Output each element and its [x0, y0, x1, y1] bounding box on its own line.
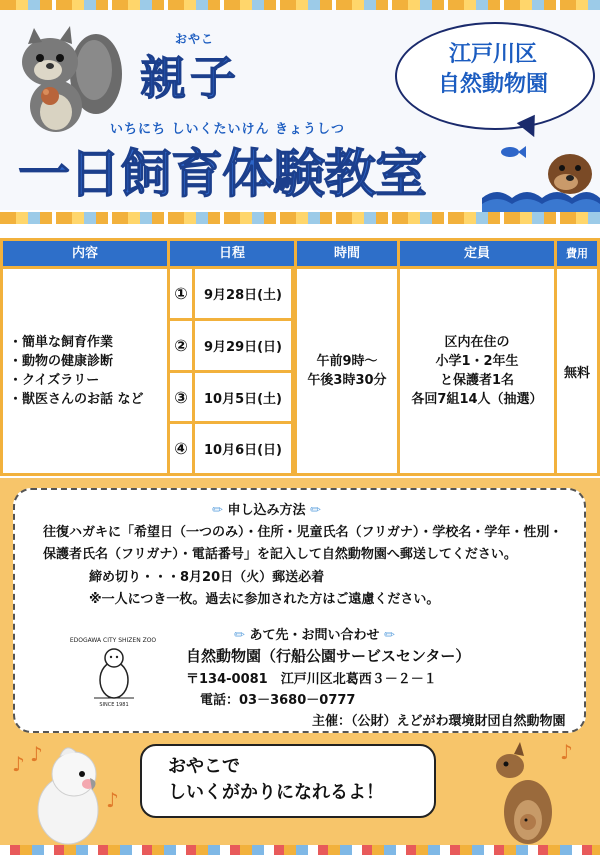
zoo-name-text: [395, 40, 591, 100]
capacity-cell: [400, 269, 554, 473]
pencil-icon: ✏: [234, 628, 245, 643]
contact-phone: 電話：03－3680－0777: [200, 693, 356, 708]
bottom-stripe: [0, 845, 600, 855]
squirrel-illustration: [14, 22, 124, 134]
application-line2: 保護者氏名（フリガナ）・電話番号」を記入して自然動物園へ郵送してください。: [43, 547, 517, 562]
music-note-icon: ♪: [12, 752, 25, 776]
header-fee: 費用: [557, 241, 597, 266]
title-ruby-oyako: おやこ: [175, 32, 215, 46]
fish-icon: [500, 145, 526, 159]
time-end: 午後3時30分: [307, 373, 387, 388]
content-item: ・簡単な飼育作業: [9, 335, 114, 350]
capacity-line: 各回7組14人（抽選）: [411, 392, 543, 407]
application-line1: 往復ハガキに「希望日（一つのみ）・住所・児童氏名（フリガナ）・学校名・学年・性別・: [43, 525, 563, 540]
capacity-line: と保護者1名: [439, 373, 515, 388]
content-item: ・獣医さんのお話 など: [9, 392, 144, 407]
content-item: ・クイズラリー: [9, 373, 100, 388]
title-ruby-main: いちにち しいくたいけん きょうしつ: [110, 122, 346, 137]
fee-cell: 無料: [557, 269, 597, 473]
schedule-num-4: ④: [170, 424, 192, 473]
zoo-logo: [70, 628, 156, 708]
schedule-num-1: ①: [170, 269, 192, 318]
title-main: 一日飼育体験教室: [18, 145, 427, 205]
speech-text: [168, 754, 384, 806]
content-item: ・動物の健康診断: [9, 354, 114, 369]
pencil-icon: ✏: [309, 503, 321, 518]
schedule-num-2: ②: [170, 321, 192, 370]
application-title: [212, 499, 321, 518]
title-oyako: 親子: [140, 51, 240, 105]
pencil-icon: ✏: [383, 628, 395, 643]
pencil-icon: ✏: [212, 503, 223, 518]
music-note-icon: ♪: [30, 742, 43, 766]
time-cell: [297, 269, 397, 473]
schedule-date-1: 9月28日(土): [195, 269, 291, 318]
contact-title: [234, 624, 395, 643]
capacity-line: 区内在住の: [444, 335, 510, 350]
speech-line1: おやこで: [168, 756, 240, 777]
capacity-line: 小学1・2年生: [435, 354, 519, 369]
application-note: ※一人につき一枚。過去に参加された方はご遠慮ください。: [89, 592, 440, 607]
application-deadline: 締め切り・・・8月20日（火）郵送必着: [89, 570, 325, 585]
speech-line2: しいくがかりになれるよ！: [168, 782, 384, 803]
content-cell: [3, 269, 167, 473]
top-stripe: [0, 0, 600, 10]
contact-org: 自然動物園（行船公園サービスセンター）: [186, 647, 471, 665]
application-title-text: 申し込み方法: [227, 503, 306, 518]
time-start: 午前9時～: [316, 354, 378, 369]
contact-host: 主催：（公財）えどがわ環境財団自然動物園: [312, 714, 566, 729]
schedule-num-3: ③: [170, 373, 192, 421]
zoo-name-line1: 江戸川区: [448, 42, 537, 67]
logo-text: EDOGAWA CITY SHIZEN ZOO: [70, 637, 156, 644]
zoo-name-line2: 自然動物園: [437, 72, 548, 97]
contact-title-text: あて先・お問い合わせ: [249, 628, 380, 643]
header-capacity: 定員: [400, 241, 554, 266]
schedule-date-3: 10月5日(土): [195, 373, 291, 421]
music-note-icon: ♪: [106, 788, 119, 812]
contact-address: 〒134-0081 江戸川区北葛西３－２－１: [186, 672, 437, 687]
schedule-date-4: 10月6日(日): [195, 424, 291, 473]
header-content: 内容: [3, 241, 167, 266]
header-bottom-stripe: [0, 212, 600, 224]
schedule-date-2: 9月29日(日): [195, 321, 291, 370]
header-schedule: 日程: [170, 241, 294, 266]
logo-since: SINCE 1981: [99, 702, 129, 708]
content-list: [9, 333, 144, 409]
music-note-icon: ♪: [560, 740, 573, 764]
header-time: 時間: [297, 241, 397, 266]
